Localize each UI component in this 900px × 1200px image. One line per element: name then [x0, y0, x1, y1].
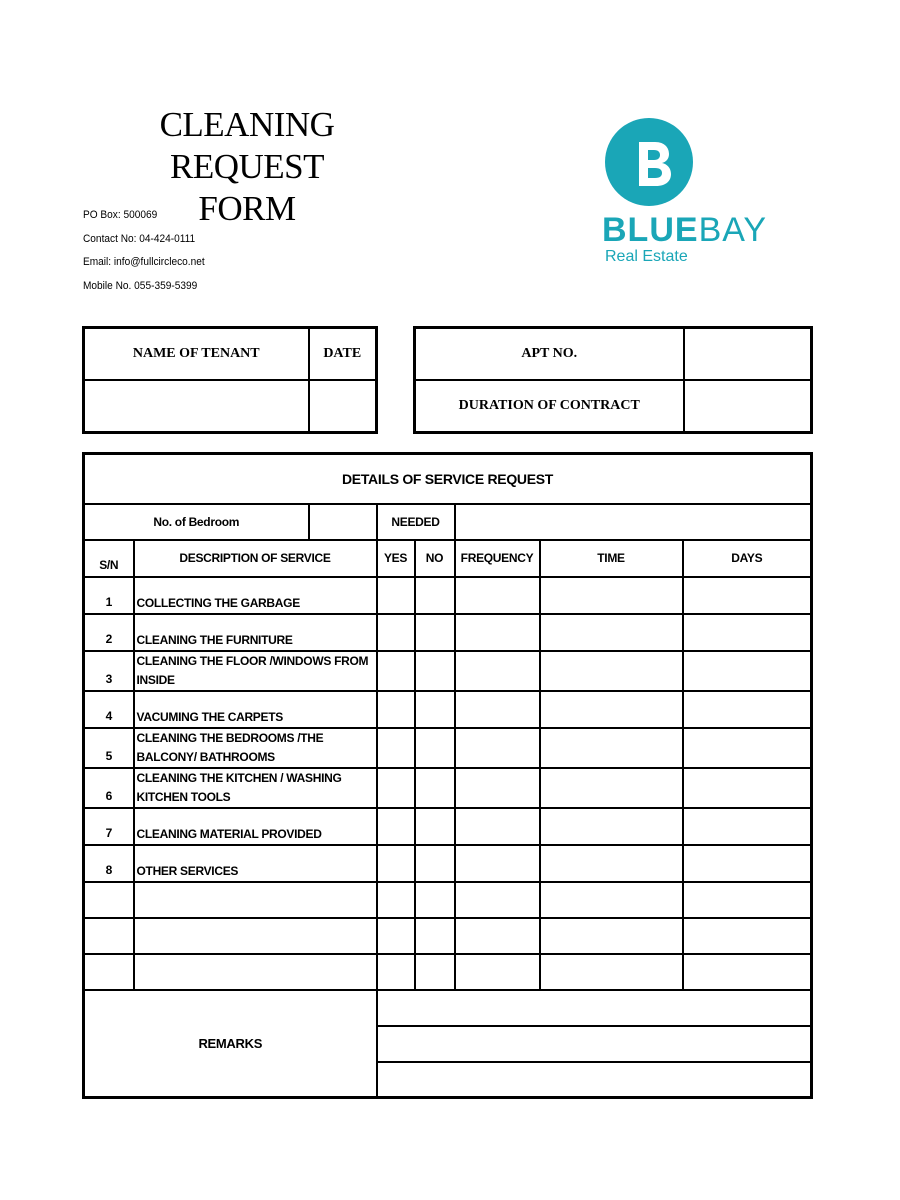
service-description [134, 808, 377, 845]
logo-subtitle: Real Estate [605, 248, 688, 265]
table-row [84, 728, 812, 768]
service-description [134, 577, 377, 614]
yes-cell[interactable] [377, 691, 415, 728]
tenant-table [82, 326, 378, 434]
description-line-1: CLEANING THE BEDROOMS /THE [136, 730, 324, 745]
description-header: DESCRIPTION OF SERVICE [134, 540, 377, 577]
po-box: PO Box: 500069 [83, 209, 158, 221]
days-cell[interactable] [683, 728, 812, 768]
frequency-cell[interactable] [455, 691, 540, 728]
frequency-cell[interactable] [455, 918, 540, 954]
days-cell[interactable] [683, 614, 812, 651]
time-header: TIME [540, 540, 683, 577]
time-cell[interactable] [540, 845, 683, 882]
no-cell[interactable] [415, 651, 455, 691]
empty-table-row [84, 954, 812, 990]
service-description [134, 691, 377, 728]
bedroom-field[interactable] [309, 504, 377, 540]
description-line-2: COLLECTING THE GARBAGE [136, 595, 300, 610]
row-number-empty [84, 882, 134, 918]
frequency-cell[interactable] [455, 808, 540, 845]
row-number-empty [84, 954, 134, 990]
time-cell[interactable] [540, 728, 683, 768]
frequency-cell[interactable] [455, 845, 540, 882]
duration-field[interactable] [684, 380, 812, 433]
name-of-tenant-label: NAME OF TENANT [84, 328, 309, 380]
service-description [134, 845, 377, 882]
date-label: DATE [309, 328, 377, 380]
table-row [84, 651, 812, 691]
table-row [84, 691, 812, 728]
days-header: DAYS [683, 540, 812, 577]
row-number: 6 [84, 768, 134, 808]
frequency-cell[interactable] [455, 577, 540, 614]
service-request-heading: DETAILS OF SERVICE REQUEST [84, 454, 812, 504]
time-cell[interactable] [540, 882, 683, 918]
days-cell[interactable] [683, 651, 812, 691]
description-line-2: CLEANING THE FURNITURE [136, 632, 293, 647]
description-line-2: BALCONY/ BATHROOMS [136, 749, 275, 764]
no-cell[interactable] [415, 614, 455, 651]
logo-b-icon [605, 118, 693, 206]
empty-table-row [84, 882, 812, 918]
days-cell[interactable] [683, 845, 812, 882]
no-cell[interactable] [415, 918, 455, 954]
service-description [134, 651, 377, 691]
date-field[interactable] [309, 380, 377, 433]
days-cell[interactable] [683, 577, 812, 614]
time-cell[interactable] [540, 651, 683, 691]
days-cell[interactable] [683, 918, 812, 954]
title-line-2: FORM [198, 189, 296, 228]
row-number: 3 [84, 651, 134, 691]
row-number: 8 [84, 845, 134, 882]
bluebay-logo [598, 118, 798, 268]
service-request-table [82, 452, 813, 1099]
description-empty[interactable] [134, 882, 377, 918]
no-of-bedroom-label: No. of Bedroom [84, 504, 309, 540]
remarks-line-3[interactable] [377, 1062, 812, 1098]
yes-cell[interactable] [377, 728, 415, 768]
frequency-cell[interactable] [455, 614, 540, 651]
time-cell[interactable] [540, 691, 683, 728]
time-cell[interactable] [540, 614, 683, 651]
table-row [84, 614, 812, 651]
yes-cell[interactable] [377, 954, 415, 990]
logo-brand [602, 210, 767, 250]
logo-circle [605, 118, 693, 206]
yes-cell[interactable] [377, 768, 415, 808]
row-number-empty [84, 918, 134, 954]
days-cell[interactable] [683, 882, 812, 918]
no-cell[interactable] [415, 691, 455, 728]
no-cell[interactable] [415, 845, 455, 882]
contact-block [83, 204, 205, 298]
no-header: NO [415, 540, 455, 577]
yes-cell[interactable] [377, 651, 415, 691]
empty-table-row [84, 918, 812, 954]
duration-of-contract-label: DURATION OF CONTRACT [415, 380, 684, 433]
row-number: 7 [84, 808, 134, 845]
yes-cell[interactable] [377, 918, 415, 954]
service-description [134, 728, 377, 768]
days-cell[interactable] [683, 954, 812, 990]
description-line-1: CLEANING THE KITCHEN / WASHING [136, 770, 342, 785]
apt-no-field[interactable] [684, 328, 812, 380]
apartment-table [413, 326, 813, 434]
time-cell[interactable] [540, 577, 683, 614]
frequency-cell[interactable] [455, 651, 540, 691]
description-line-2: CLEANING MATERIAL PROVIDED [136, 826, 322, 841]
table-row [84, 808, 812, 845]
remarks-line-2[interactable] [377, 1026, 812, 1062]
time-cell[interactable] [540, 918, 683, 954]
no-cell[interactable] [415, 882, 455, 918]
table-row [84, 768, 812, 808]
apt-no-label: APT NO. [415, 328, 684, 380]
logo-brand-bold: BLUE [602, 211, 699, 249]
no-cell[interactable] [415, 728, 455, 768]
no-cell[interactable] [415, 954, 455, 990]
no-cell[interactable] [415, 768, 455, 808]
yes-cell[interactable] [377, 808, 415, 845]
tenant-name-field[interactable] [84, 380, 309, 433]
description-line-2: INSIDE [136, 672, 175, 687]
days-cell[interactable] [683, 808, 812, 845]
time-cell[interactable] [540, 808, 683, 845]
service-description [134, 614, 377, 651]
days-cell[interactable] [683, 691, 812, 728]
sn-header: S/N [84, 540, 134, 577]
frequency-cell[interactable] [455, 882, 540, 918]
no-cell[interactable] [415, 577, 455, 614]
remarks-label: REMARKS [84, 990, 377, 1098]
yes-cell[interactable] [377, 845, 415, 882]
frequency-cell[interactable] [455, 768, 540, 808]
email: Email: info@fullcircleco.net [83, 256, 205, 268]
time-cell[interactable] [540, 954, 683, 990]
remarks-line-1[interactable] [377, 990, 812, 1026]
time-cell[interactable] [540, 768, 683, 808]
description-empty[interactable] [134, 954, 377, 990]
title-line-1: CLEANING REQUEST [159, 105, 335, 186]
table-row [84, 845, 812, 882]
description-line-2: VACUMING THE CARPETS [136, 709, 283, 724]
yes-cell[interactable] [377, 882, 415, 918]
logo-brand-regular: BAY [698, 211, 768, 249]
description-line-1: CLEANING THE FLOOR /WINDOWS FROM [136, 653, 369, 668]
description-empty[interactable] [134, 918, 377, 954]
description-line-2: OTHER SERVICES [136, 863, 239, 878]
service-description [134, 768, 377, 808]
mobile-number: Mobile No. 055-359-5399 [83, 279, 198, 292]
no-cell[interactable] [415, 808, 455, 845]
yes-cell[interactable] [377, 577, 415, 614]
table-row [84, 577, 812, 614]
contact-number: Contact No: 04-424-0111 [83, 232, 196, 245]
row-number: 1 [84, 577, 134, 614]
needed-label: NEEDED [377, 504, 455, 540]
row-number: 5 [84, 728, 134, 768]
description-line-2: KITCHEN TOOLS [136, 789, 231, 804]
row-number: 4 [84, 691, 134, 728]
yes-cell[interactable] [377, 614, 415, 651]
yes-header: YES [377, 540, 415, 577]
days-cell[interactable] [683, 768, 812, 808]
frequency-cell[interactable] [455, 728, 540, 768]
needed-field[interactable] [455, 504, 812, 540]
frequency-header: FREQUENCY [455, 540, 540, 577]
frequency-cell[interactable] [455, 954, 540, 990]
row-number: 2 [84, 614, 134, 651]
